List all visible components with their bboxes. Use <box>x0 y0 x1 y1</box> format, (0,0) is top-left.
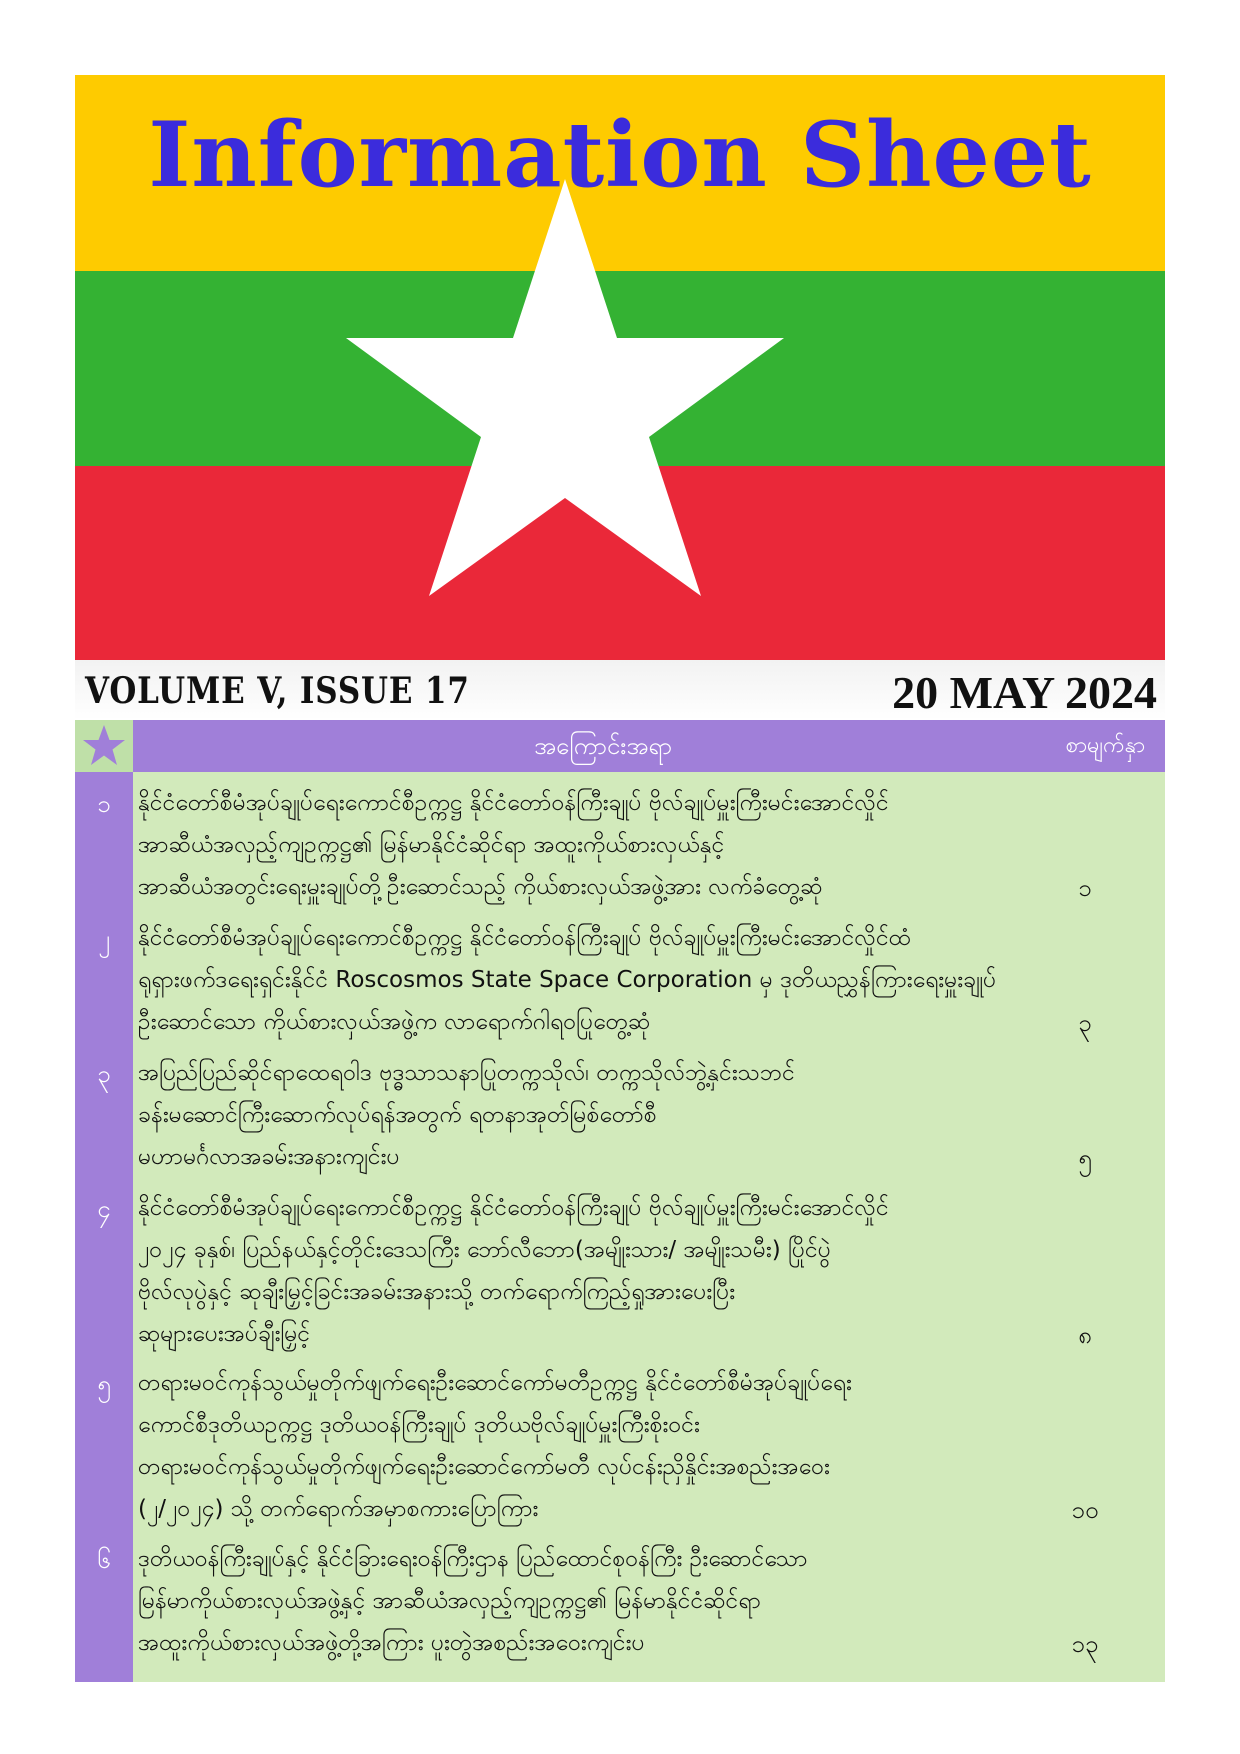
toc-entry-page: ၁၃ <box>1071 1630 1099 1658</box>
toc-entry[interactable] <box>75 1187 1165 1362</box>
toc-entry-line: (၂/၂၀၂၄) သို့ တက်ရောက်အမှာစကားပြောကြား <box>138 1496 539 1522</box>
toc-entry-title <box>138 917 1038 1043</box>
toc-entry[interactable] <box>75 782 1165 917</box>
toc-header-title: အကြောင်းအရာ <box>534 732 672 760</box>
toc-entry-number: ၅ <box>97 1370 111 1398</box>
toc-entry[interactable] <box>75 1538 1165 1678</box>
toc-entry-line: ဗိုလ်လုပွဲနှင့် ဆုချီးမြှင့်ခြင်းအခမ်းအနားသို့ တက်ရောက်ကြည့်ရှုအားပေးပြီး <box>138 1279 736 1305</box>
issue-volume: VOLUME V, ISSUE 17 <box>85 670 470 712</box>
toc-entry-line: အာဆီယံအလှည့်ကျဥက္ကဋ္ဌ၏ မြန်မာနိုင်ငံဆိုင်ရာ အထူးကိုယ်စားလှယ်နှင့် <box>138 832 725 858</box>
toc-entry-line: နိုင်ငံတော်စီမံအုပ်ချုပ်ရေးကောင်စီဥက္ကဋ္ဌ နိုင်ငံတော်ဝန်ကြီးချုပ် ဗိုလ်ချုပ်မှူးကြီးမင်းအောင်လှိုင် <box>138 790 889 816</box>
toc-header <box>133 720 1165 772</box>
toc-entry-number: ၃ <box>97 1060 111 1088</box>
toc-entry-page: ၃ <box>1078 1009 1092 1037</box>
toc-entry-line: ၂၀၂၄ ခုနှစ်၊ ပြည်နယ်နှင့်တိုင်းဒေသကြီး ဘော်လီဘော(အမျိုးသား/ အမျိုးသမီး) ပြိုင်ပွဲ <box>138 1237 831 1263</box>
toc-entry-page: ၁၀ <box>1071 1496 1099 1524</box>
toc-entry-number: ၁ <box>97 790 111 818</box>
toc-entry-line: ဆုများပေးအပ်ချီးမြှင့် <box>138 1321 311 1347</box>
toc-entry-number: ၄ <box>97 1195 111 1223</box>
toc-entry-page: ၁ <box>1078 874 1092 902</box>
issue-bar <box>75 660 1165 720</box>
toc-entry-line: မဟာမင်္ဂလာအခမ်းအနားကျင်းပ <box>138 1144 400 1170</box>
toc-entry-title <box>138 1538 1038 1664</box>
toc-entry-line: တရားမဝင်ကုန်သွယ်မှုတိုက်ဖျက်ရေးဦးဆောင်ကော်မတီဥက္ကဋ္ဌ နိုင်ငံတော်စီမံအုပ်ချုပ်ရေး <box>138 1370 852 1396</box>
toc-entry-title <box>138 1187 1038 1355</box>
toc-entry-line: မြန်မာကိုယ်စားလှယ်အဖွဲ့နှင့် အာဆီယံအလှည့်ကျဥက္ကဋ္ဌ၏ မြန်မာနိုင်ငံဆိုင်ရာ <box>138 1588 761 1614</box>
toc-header-page: စာမျက်နှာ <box>1065 733 1145 758</box>
toc-entry-title <box>138 782 1038 908</box>
toc-entry-line: အထူးကိုယ်စားလှယ်အဖွဲ့တို့အကြား ပူးတွဲအစည်းအဝေးကျင်းပ <box>138 1630 645 1656</box>
toc-entry-line: နိုင်ငံတော်စီမံအုပ်ချုပ်ရေးကောင်စီဥက္ကဋ္ဌ နိုင်ငံတော်ဝန်ကြီးချုပ် ဗိုလ်ချုပ်မှူးကြီးမင်းအောင်လှိုင်ထံ <box>138 925 911 951</box>
toc-entry-line: အပြည်ပြည်ဆိုင်ရာထေရဝါဒ ဗုဒ္ဓသာသနာပြုတက္ကသိုလ်၊ တက္ကသိုလ်ဘွဲ့နှင်းသဘင် <box>138 1060 795 1086</box>
star-icon <box>75 720 133 772</box>
cover-title: Information Sheet <box>148 102 1092 208</box>
toc-entry-line: ဦးဆောင်သော ကိုယ်စားလှယ်အဖွဲ့က လာရောက်ဂါရဝပြုတွေ့ဆုံ <box>138 1009 651 1035</box>
toc-entry-line: ခန်းမဆောင်ကြီးဆောက်လုပ်ရန်အတွက် ရတနာအုတ်မြစ်တော်စီ <box>138 1102 657 1128</box>
issue-date: 20 MAY 2024 <box>892 667 1157 718</box>
toc-entry-page: ၅ <box>1078 1144 1092 1172</box>
toc-entry-number: ၆ <box>97 1546 111 1574</box>
toc-entry-line: အာဆီယံအတွင်းရေးမှူးချုပ်တို့ဦးဆောင်သည့် ကိုယ်စားလှယ်အဖွဲ့အား လက်ခံတွေ့ဆုံ <box>138 874 823 900</box>
toc-entry-page: ၈ <box>1078 1321 1092 1349</box>
toc-entry-number: ၂ <box>98 925 110 953</box>
toc-entry-title <box>138 1052 1038 1178</box>
toc-entry-line: တရားမဝင်ကုန်သွယ်မှုတိုက်ဖျက်ရေးဦးဆောင်ကော်မတီ လုပ်ငန်းညှိနှိုင်းအစည်းအဝေး <box>138 1454 830 1480</box>
toc-entry-line: ရုရှားဖက်ဒရေးရှင်းနိုင်ငံ Roscosmos State Space Corporation မှ ဒုတိယညွှန်ကြားရေးမှူးချုပ် <box>138 967 997 993</box>
toc-entry-line: ကောင်စီဒုတိယဥက္ကဋ္ဌ ဒုတိယဝန်ကြီးချုပ် ဒုတိယဗိုလ်ချုပ်မှူးကြီးစိုးဝင်း <box>138 1412 700 1438</box>
toc-header-star-cell <box>75 720 133 772</box>
toc-entry-title <box>138 1362 1038 1530</box>
toc-entry[interactable] <box>75 917 1165 1052</box>
toc-entry[interactable] <box>75 1052 1165 1187</box>
toc-entry[interactable] <box>75 1362 1165 1538</box>
cover-flag <box>75 75 1165 660</box>
toc-entry-line: နိုင်ငံတော်စီမံအုပ်ချုပ်ရေးကောင်စီဥက္ကဋ္ဌ နိုင်ငံတော်ဝန်ကြီးချုပ် ဗိုလ်ချုပ်မှူးကြီးမင်းအောင်လှိုင် <box>138 1195 889 1221</box>
table-of-contents <box>75 720 1165 1682</box>
toc-entry-line: ဒုတိယဝန်ကြီးချုပ်နှင့် နိုင်ငံခြားရေးဝန်ကြီးဌာန ပြည်ထောင်စုဝန်ကြီး ဦးဆောင်သော <box>138 1546 808 1572</box>
